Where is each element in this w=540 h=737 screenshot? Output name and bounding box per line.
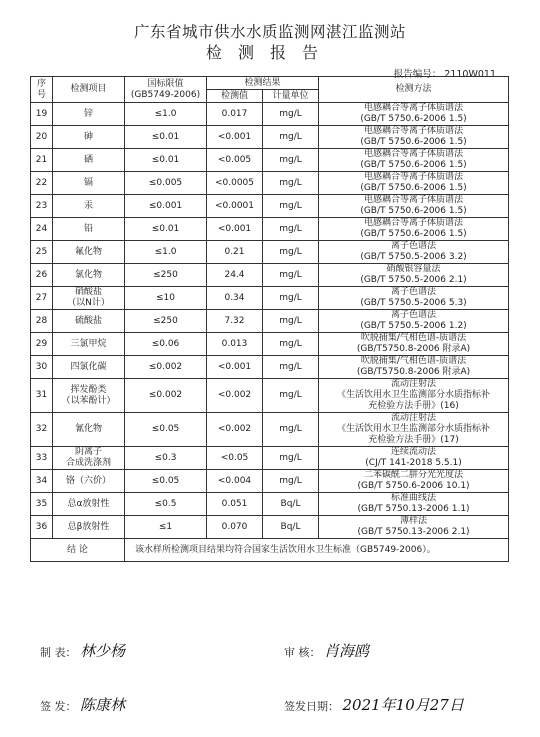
row-method-line: 电感耦合等离子体质谱法	[364, 218, 464, 228]
row-unit-text: mg/L	[279, 177, 302, 188]
row-item	[53, 126, 125, 149]
row-no-text: 35	[35, 498, 48, 509]
row-method-line: 硝酸银容量法	[386, 264, 441, 274]
row-no	[31, 287, 53, 310]
row-item	[53, 379, 125, 413]
row-item	[53, 103, 125, 126]
row-method-line: 流动注射法	[391, 413, 437, 423]
row-item	[53, 333, 125, 356]
row-limit-text: ≤0.05	[151, 424, 180, 434]
row-value	[207, 103, 263, 126]
row-no-text: 23	[35, 200, 48, 211]
conclusion-label: 结 论	[31, 539, 125, 562]
row-value	[207, 287, 263, 310]
row-method-line: 《生活饮用水卫生监测部分水质指标补	[337, 424, 491, 434]
reviewed-signature: 肖海鸥	[324, 642, 370, 660]
row-unit	[263, 287, 319, 310]
row-method	[319, 241, 509, 264]
header-limit-line1: 国标限值	[147, 78, 184, 89]
row-no-text: 21	[35, 154, 48, 165]
row-no	[31, 413, 53, 447]
row-value-text: 24.4	[224, 269, 245, 280]
row-method-line: 标准曲线法	[391, 493, 437, 503]
row-value	[207, 493, 263, 516]
row-unit-text: mg/L	[279, 390, 302, 400]
row-method-line: (GB/T5750.8-2006 附录A)	[356, 367, 471, 377]
row-no-text: 24	[35, 223, 48, 234]
row-limit	[125, 264, 207, 287]
row-no-text: 30	[35, 361, 48, 372]
row-value	[207, 447, 263, 470]
row-method-line: 充检验方法手册》(17)	[368, 435, 459, 445]
issue-date-value: 2021年10月27日	[342, 696, 464, 714]
row-unit-text: Bq/L	[280, 521, 301, 532]
issued-label: 签 发：	[40, 700, 77, 713]
row-item	[53, 195, 125, 218]
row-method-line: 电感耦合等离子体质谱法	[364, 103, 464, 113]
row-unit-text: mg/L	[279, 200, 302, 211]
row-item-text: 挥发酚类	[70, 384, 107, 395]
issue-date	[284, 694, 464, 715]
row-value	[207, 310, 263, 333]
row-no	[31, 493, 53, 516]
row-unit	[263, 241, 319, 264]
row-unit	[263, 126, 319, 149]
row-method-line: (GB/T5750.8-2006 附录A)	[356, 344, 471, 354]
table-row	[31, 103, 509, 126]
row-method	[319, 264, 509, 287]
row-limit	[125, 218, 207, 241]
table-row	[31, 413, 509, 447]
row-limit	[125, 287, 207, 310]
row-limit	[125, 241, 207, 264]
header-limit-line2: (GB5749-2006)	[130, 89, 201, 100]
row-method-line: 离子色谱法	[391, 241, 437, 251]
row-method-line: (GB/T 5750.13-2006 1.1)	[357, 504, 470, 514]
row-value	[207, 516, 263, 539]
row-value-text: 0.070	[221, 521, 248, 532]
row-no-text: 34	[35, 475, 48, 486]
row-method-line: 离子色谱法	[391, 287, 437, 297]
row-value-text: <0.002	[217, 390, 252, 400]
row-value-text: 0.051	[221, 498, 248, 509]
row-unit	[263, 264, 319, 287]
row-value-text: 7.32	[224, 315, 245, 326]
row-method	[319, 413, 509, 447]
row-limit-text: ≤250	[153, 315, 178, 326]
row-unit	[263, 447, 319, 470]
row-no-text: 31	[35, 390, 48, 400]
issued-by	[40, 694, 125, 715]
row-unit	[263, 516, 319, 539]
row-item-text: 总α放射性	[67, 498, 110, 509]
table-row	[31, 218, 509, 241]
row-item-text: 氰化物	[74, 424, 102, 434]
row-method	[319, 172, 509, 195]
header-unit: 计量单位	[263, 90, 319, 103]
row-method-line: 电感耦合等离子体质谱法	[364, 195, 464, 205]
row-item	[53, 470, 125, 493]
table-row	[31, 310, 509, 333]
row-no	[31, 149, 53, 172]
row-no	[31, 333, 53, 356]
row-limit-text: ≤0.06	[151, 338, 180, 349]
row-method	[319, 149, 509, 172]
row-method-line: (GB/T 5750.6-2006 1.5)	[360, 114, 467, 124]
row-no	[31, 264, 53, 287]
row-limit	[125, 310, 207, 333]
row-item-text: 锌	[83, 108, 93, 119]
row-method	[319, 447, 509, 470]
row-item	[53, 493, 125, 516]
row-limit	[125, 126, 207, 149]
row-method-line: (GB/T 5750.5-2006 1.2)	[360, 321, 467, 331]
table-row	[31, 287, 509, 310]
row-method	[319, 310, 509, 333]
row-value	[207, 195, 263, 218]
table-row	[31, 264, 509, 287]
row-no-text: 28	[35, 315, 48, 326]
row-unit	[263, 493, 319, 516]
report-number: 报告编号： 2110W011	[393, 69, 496, 80]
row-value	[207, 470, 263, 493]
prepared-signature: 林少杨	[80, 642, 126, 660]
row-value	[207, 413, 263, 447]
row-limit-text: ≤1.0	[154, 108, 177, 119]
row-unit	[263, 103, 319, 126]
row-item	[53, 218, 125, 241]
row-method-line: 连续流动法	[391, 447, 437, 457]
row-limit	[125, 516, 207, 539]
row-value	[207, 149, 263, 172]
row-method-line: 离子色谱法	[391, 310, 437, 320]
row-item	[53, 287, 125, 310]
row-no	[31, 379, 53, 413]
prepared-label: 制 表：	[40, 646, 77, 659]
row-value	[207, 241, 263, 264]
row-method-line: 吹脱捕集/气相色谱-质谱法	[360, 333, 467, 343]
row-item-text: 硒	[83, 154, 93, 165]
row-unit	[263, 195, 319, 218]
table-row	[31, 470, 509, 493]
row-item-text: （以N计）	[67, 298, 110, 308]
row-no	[31, 516, 53, 539]
row-limit	[125, 172, 207, 195]
row-limit	[125, 470, 207, 493]
conclusion-text: 该水样所检测项目结果均符合国家生活饮用水卫生标准（GB5749-2006）。	[125, 539, 509, 562]
row-method	[319, 356, 509, 379]
row-unit-text: Bq/L	[280, 498, 301, 509]
row-value	[207, 172, 263, 195]
table-row	[31, 126, 509, 149]
row-unit-text: mg/L	[279, 292, 302, 303]
row-method	[319, 218, 509, 241]
row-method-line: 《生活饮用水卫生监测部分水质指标补	[337, 390, 491, 400]
row-limit-text: ≤0.01	[151, 154, 180, 165]
row-item-text: 氟化物	[74, 246, 102, 257]
row-unit-text: mg/L	[279, 361, 302, 372]
results-table	[30, 76, 509, 562]
row-limit-text: ≤0.002	[148, 390, 183, 400]
row-method-line: (GB/T 5750.6-2006 1.5)	[360, 206, 467, 216]
row-unit-text: mg/L	[279, 108, 302, 119]
row-item-text: 氯化物	[74, 269, 102, 280]
row-value-text: 0.013	[221, 338, 248, 349]
row-item	[53, 310, 125, 333]
row-no-text: 22	[35, 177, 48, 188]
row-value-text: <0.001	[217, 131, 252, 142]
row-value-text: 0.017	[221, 108, 248, 119]
row-item-text: 硝酸盐	[74, 287, 102, 297]
row-limit-text: ≤0.005	[148, 177, 183, 188]
row-method-line: (GB/T 5750.13-2006 2.1)	[357, 527, 470, 537]
org-name: 广东省城市供水水质监测网湛江监测站	[133, 23, 406, 41]
header-value: 检测值	[207, 90, 263, 103]
report-title: 检测报告	[205, 43, 334, 62]
header-item: 检测项目	[53, 77, 125, 103]
row-item	[53, 264, 125, 287]
row-item	[53, 172, 125, 195]
results-body	[31, 103, 509, 539]
row-value-text: <0.0005	[214, 177, 255, 188]
row-item-text: 汞	[83, 200, 93, 211]
row-unit-text: mg/L	[279, 475, 302, 486]
row-method	[319, 470, 509, 493]
row-no	[31, 356, 53, 379]
row-limit-text: ≤10	[156, 292, 175, 303]
row-unit-text: mg/L	[279, 338, 302, 349]
row-limit-text: ≤0.001	[148, 200, 183, 211]
row-limit	[125, 447, 207, 470]
table-row	[31, 447, 509, 470]
row-limit	[125, 379, 207, 413]
row-method	[319, 287, 509, 310]
row-method	[319, 493, 509, 516]
row-method-line: (GB/T 5750.6-2006 1.5)	[360, 183, 467, 193]
row-method-line: 电感耦合等离子体质谱法	[364, 149, 464, 159]
reviewed-label: 审 核：	[284, 646, 321, 659]
row-method	[319, 103, 509, 126]
row-limit-text: ≤0.3	[154, 452, 177, 463]
issue-date-label: 签发日期：	[284, 700, 339, 713]
header-seq: 序号	[31, 77, 53, 103]
row-method-line: (CJ/T 141-2018 5.5.1)	[365, 458, 462, 468]
row-unit	[263, 333, 319, 356]
row-value-text: <0.05	[220, 452, 249, 463]
row-limit	[125, 103, 207, 126]
row-unit	[263, 172, 319, 195]
row-method-line: 流动注射法	[391, 379, 437, 389]
row-limit	[125, 356, 207, 379]
row-unit-text: mg/L	[279, 246, 302, 257]
prepared-by	[40, 640, 125, 661]
row-method	[319, 126, 509, 149]
row-limit	[125, 493, 207, 516]
row-method-line: (GB/T 5750.6-2006 1.5)	[360, 137, 467, 147]
row-limit	[125, 413, 207, 447]
row-item	[53, 241, 125, 264]
row-no	[31, 126, 53, 149]
row-limit	[125, 149, 207, 172]
table-row	[31, 333, 509, 356]
row-unit	[263, 149, 319, 172]
row-no	[31, 470, 53, 493]
row-method-line: (GB/T 5750.5-2006 3.2)	[360, 252, 467, 262]
row-no-text: 29	[35, 338, 48, 349]
row-unit-text: mg/L	[279, 315, 302, 326]
row-method-line: (GB/T 5750.5-2006 2.1)	[360, 275, 467, 285]
header-result: 检测结果	[207, 77, 319, 90]
row-value	[207, 218, 263, 241]
row-item-text: 硫酸盐	[74, 315, 102, 326]
row-no-text: 26	[35, 269, 48, 280]
row-limit-text: ≤0.002	[148, 361, 183, 372]
row-limit-text: ≤1	[158, 521, 173, 532]
header-limit	[125, 77, 207, 103]
row-no-text: 20	[35, 131, 48, 142]
row-method	[319, 333, 509, 356]
row-value-text: <0.005	[217, 154, 252, 165]
row-no-text: 32	[35, 424, 48, 434]
row-item	[53, 413, 125, 447]
row-no	[31, 310, 53, 333]
row-item-text: 合成洗涤剂	[65, 458, 111, 468]
row-method	[319, 379, 509, 413]
table-row	[31, 172, 509, 195]
row-value-text: 0.21	[224, 246, 245, 257]
row-unit-text: mg/L	[279, 452, 302, 463]
row-value-text: <0.0001	[214, 200, 255, 211]
row-method	[319, 195, 509, 218]
row-item-text: 阴离子	[74, 447, 102, 457]
table-row	[31, 356, 509, 379]
row-unit	[263, 379, 319, 413]
row-item	[53, 356, 125, 379]
row-value	[207, 333, 263, 356]
row-no-text: 27	[35, 292, 48, 303]
header-method: 检测方法	[319, 77, 509, 103]
row-method-line: (GB/T 5750.6-2006 10.1)	[357, 481, 470, 491]
row-unit-text: mg/L	[279, 424, 302, 434]
row-limit	[125, 195, 207, 218]
row-no	[31, 195, 53, 218]
row-value	[207, 379, 263, 413]
table-row	[31, 493, 509, 516]
row-method-line: (GB/T 5750.5-2006 5.3)	[360, 298, 467, 308]
row-value-text: <0.004	[217, 475, 252, 486]
row-limit-text: ≤250	[153, 269, 178, 280]
row-item	[53, 516, 125, 539]
row-unit	[263, 413, 319, 447]
row-value-text: <0.001	[217, 361, 252, 372]
row-value	[207, 264, 263, 287]
row-method-line: (GB/T 5750.6-2006 1.5)	[360, 229, 467, 239]
row-method-line: 充检验方法手册》(16)	[368, 401, 459, 411]
row-value	[207, 126, 263, 149]
row-unit-text: mg/L	[279, 223, 302, 234]
row-unit-text: mg/L	[279, 154, 302, 165]
row-limit-text: ≤0.01	[151, 223, 180, 234]
row-value-text: 0.34	[224, 292, 245, 303]
row-limit-text: ≤0.05	[151, 475, 180, 486]
row-unit-text: mg/L	[279, 269, 302, 280]
issued-signature: 陈康林	[80, 696, 126, 714]
table-row	[31, 379, 509, 413]
row-method-line: 吹脱捕集/气相色谱-质谱法	[360, 356, 467, 366]
row-item-text: 总β放射性	[67, 521, 110, 532]
row-item	[53, 149, 125, 172]
row-unit-text: mg/L	[279, 131, 302, 142]
row-unit	[263, 356, 319, 379]
row-limit-text: ≤0.01	[151, 131, 180, 142]
row-value-text: <0.002	[217, 424, 252, 434]
row-unit	[263, 310, 319, 333]
row-limit-text: ≤1.0	[154, 246, 177, 257]
row-no	[31, 172, 53, 195]
row-no	[31, 241, 53, 264]
row-item-text: 镉	[83, 177, 93, 188]
row-method-line: 电感耦合等离子体质谱法	[364, 172, 464, 182]
row-limit	[125, 333, 207, 356]
row-value-text: <0.001	[217, 223, 252, 234]
table-row	[31, 195, 509, 218]
row-no-text: 36	[35, 521, 48, 532]
row-unit	[263, 218, 319, 241]
row-no-text: 19	[35, 108, 48, 119]
table-row	[31, 241, 509, 264]
row-item-text: 四氯化碳	[70, 361, 107, 372]
reviewed-by	[284, 640, 369, 661]
table-row	[31, 516, 509, 539]
row-method-line: 薄样法	[400, 516, 428, 526]
row-unit	[263, 470, 319, 493]
row-item-text: 铬（六价）	[65, 475, 111, 486]
row-item-text: （以苯酚计）	[61, 395, 116, 406]
row-method-line: (GB/T 5750.6-2006 1.5)	[360, 160, 467, 170]
row-method	[319, 516, 509, 539]
row-no	[31, 218, 53, 241]
row-no-text: 33	[35, 452, 48, 463]
row-method-line: 电感耦合等离子体质谱法	[364, 126, 464, 136]
row-value	[207, 356, 263, 379]
row-no-text: 25	[35, 246, 48, 257]
table-row	[31, 149, 509, 172]
row-no	[31, 447, 53, 470]
row-item-text: 三氯甲烷	[70, 338, 107, 349]
row-item-text: 铅	[83, 223, 93, 234]
row-method-line: 二苯碳酰二肼分光光度法	[364, 470, 464, 480]
row-no	[31, 103, 53, 126]
row-item-text: 砷	[83, 131, 93, 142]
row-limit-text: ≤0.5	[154, 498, 177, 509]
row-item	[53, 447, 125, 470]
